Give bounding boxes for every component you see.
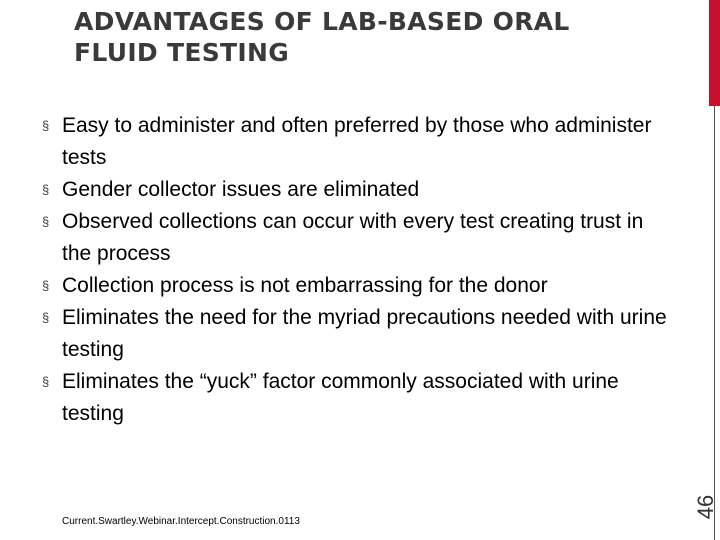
bullet-item — [42, 366, 672, 430]
slide-title — [74, 6, 674, 68]
bullet-text: Observed collections can occur with every test creating trust in the process — [62, 210, 644, 265]
footer-text: Current.Swartley.Webinar.Intercept.Construction.0113 — [62, 516, 300, 527]
bullet-item — [42, 302, 672, 366]
square-bullet-icon: § — [42, 214, 50, 229]
page-number: 46 — [693, 494, 718, 520]
bullet-item — [42, 110, 672, 174]
title-line-2: FLUID TESTING — [74, 38, 290, 67]
square-bullet-icon: § — [42, 118, 50, 133]
vertical-divider — [714, 106, 715, 540]
square-bullet-icon: § — [42, 374, 50, 389]
bullet-text: Eliminates the “yuck” factor commonly associated with urine testing — [62, 370, 619, 425]
square-bullet-icon: § — [42, 182, 50, 197]
bullet-text: Easy to administer and often preferred by those who administer tests — [62, 114, 652, 169]
bullet-item — [42, 174, 672, 206]
bullet-text: Gender collector issues are eliminated — [62, 178, 420, 201]
bullet-list — [42, 110, 672, 430]
square-bullet-icon: § — [42, 310, 50, 325]
square-bullet-icon: § — [42, 278, 50, 293]
bullet-item — [42, 270, 672, 302]
title-line-1: ADVANTAGES OF LAB-BASED ORAL — [74, 7, 570, 36]
bullet-text: Eliminates the need for the myriad precautions needed with urine testing — [62, 306, 667, 361]
bullet-text: Collection process is not embarrassing for the donor — [62, 274, 548, 297]
accent-bar — [709, 0, 720, 106]
bullet-item — [42, 206, 672, 270]
